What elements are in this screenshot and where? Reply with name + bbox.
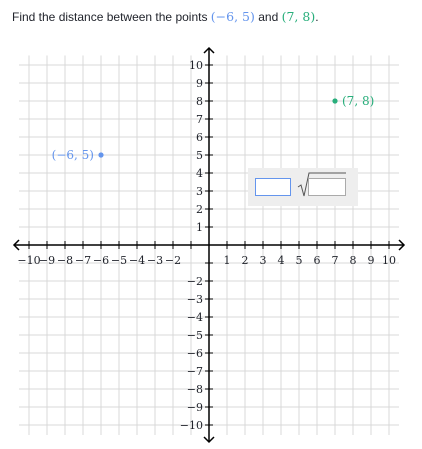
y-tick-label: −9: [186, 401, 203, 414]
y-tick-label: 6: [196, 131, 203, 144]
x-tick-label: −2: [164, 254, 182, 267]
y-tick-label: 3: [196, 185, 203, 198]
y-tick-label: −6: [186, 347, 203, 360]
x-tick-label: 2: [241, 254, 249, 267]
point-a-text: (−6, 5): [210, 9, 255, 24]
y-tick-label: −4: [186, 311, 203, 324]
y-tick-label: −10: [179, 419, 203, 432]
plotted-points: [52, 94, 375, 162]
x-tick-label: 1: [223, 254, 231, 267]
x-tick-label: −4: [128, 254, 146, 267]
x-tick-label: −7: [74, 254, 92, 267]
y-tick-label: −2: [186, 275, 203, 288]
point-marker: [98, 152, 103, 157]
x-tick-label: 8: [349, 254, 357, 267]
x-tick-label: 9: [367, 254, 375, 267]
prompt-conjunction: and: [254, 10, 282, 24]
x-tick-label: 6: [313, 254, 321, 267]
radicand-input[interactable]: [308, 178, 346, 196]
point-marker: [332, 98, 337, 103]
x-tick-label: −8: [56, 254, 74, 267]
x-tick-label: −5: [110, 254, 128, 267]
y-tick-label: 8: [196, 95, 203, 108]
y-tick-label: 10: [189, 59, 203, 72]
y-tick-label: 9: [196, 77, 203, 90]
y-tick-label: 4: [196, 167, 203, 180]
prompt-prefix: Find the distance between the points: [12, 10, 211, 24]
x-tick-labels: [17, 254, 396, 267]
x-tick-label: 7: [331, 254, 339, 267]
point-label: (−6, 5): [51, 148, 94, 162]
x-tick-label: −9: [38, 254, 56, 267]
x-tick-label: −10: [17, 254, 41, 267]
x-tick-label: 3: [259, 254, 267, 267]
coefficient-input[interactable]: [255, 178, 291, 196]
y-tick-label: −5: [186, 329, 203, 342]
y-tick-label: 2: [196, 203, 203, 216]
prompt-suffix: .: [315, 10, 319, 24]
x-tick-label: 4: [277, 254, 285, 267]
point-label: (7, 8): [342, 94, 375, 108]
y-tick-label: 1: [196, 221, 203, 234]
y-tick-label: 7: [196, 113, 203, 126]
y-tick-label: 5: [196, 149, 203, 162]
y-tick-label: −8: [186, 383, 203, 396]
answer-panel: [248, 168, 358, 206]
x-tick-label: −3: [146, 254, 164, 267]
point-b-text: (7, 8): [281, 9, 316, 24]
y-tick-label: −7: [186, 365, 203, 378]
x-tick-label: −6: [92, 254, 110, 267]
y-tick-label: −3: [186, 293, 203, 306]
x-tick-label: 10: [382, 254, 396, 267]
x-tick-label: 5: [295, 254, 303, 267]
